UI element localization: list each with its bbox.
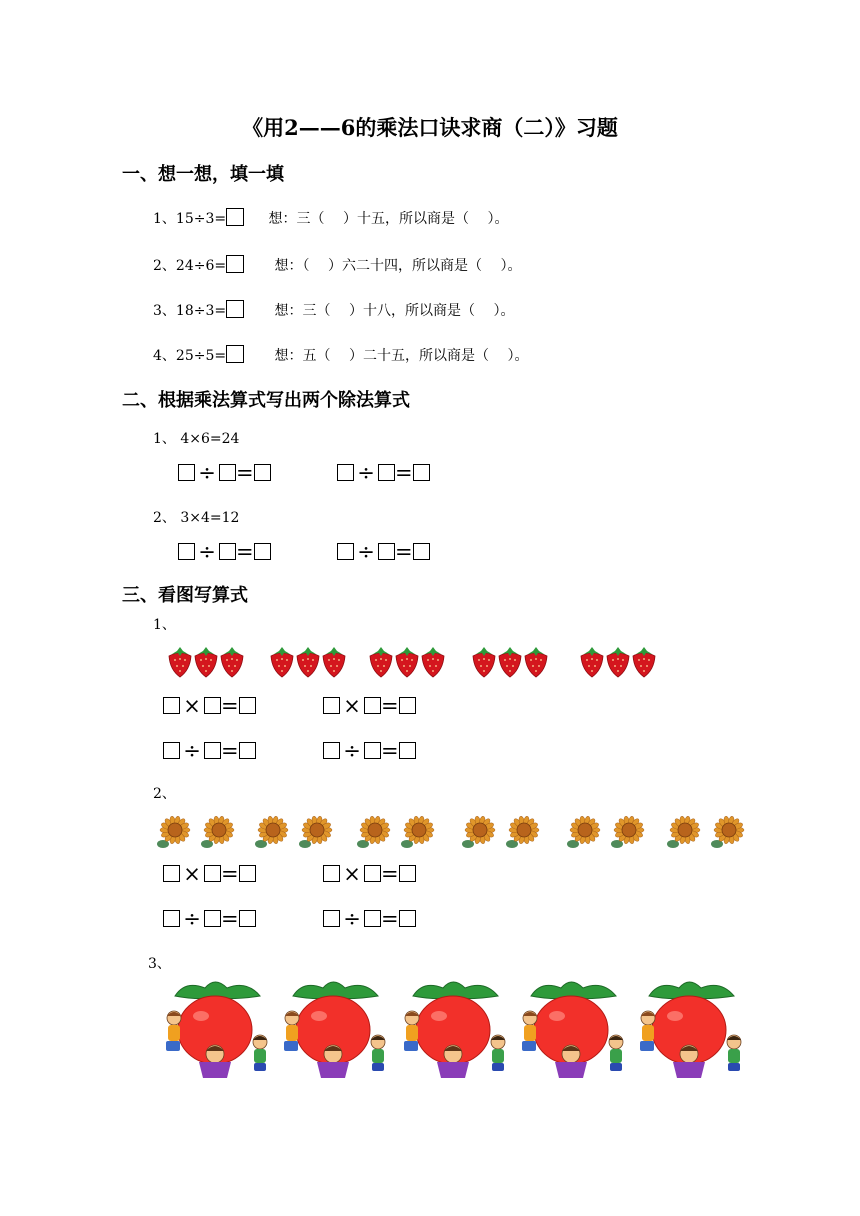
strawberry-icon: [297, 647, 319, 677]
divide-sign: ÷: [357, 540, 375, 564]
item-hint: 想：（ ）六二十四，所以商是（ ）。: [274, 258, 522, 274]
strawberry-icon: [525, 647, 547, 677]
multiplication-equation-row: [163, 862, 256, 886]
answer-box[interactable]: [378, 543, 395, 560]
strawberry-icon: [195, 647, 217, 677]
section1-item-3: [153, 300, 514, 320]
answer-box[interactable]: [239, 910, 256, 927]
equals-sign: =: [221, 694, 239, 718]
answer-box[interactable]: [178, 464, 195, 481]
item-expression: 4、25÷5=: [153, 348, 227, 364]
division-equation-row: [337, 461, 430, 485]
strawberry-icon: [422, 647, 444, 677]
equals-sign: =: [381, 739, 399, 763]
answer-box[interactable]: [337, 464, 354, 481]
section1-item-1: [153, 208, 508, 228]
answer-box[interactable]: [413, 543, 430, 560]
equals-sign: =: [236, 540, 254, 564]
divide-sign: ÷: [343, 739, 361, 763]
section1-item-4: [153, 345, 528, 365]
strawberry-icon: [473, 647, 495, 677]
answer-box[interactable]: [364, 910, 381, 927]
section3-item-2-label: 2、: [153, 786, 176, 802]
equals-sign: =: [221, 907, 239, 931]
answer-box[interactable]: [337, 543, 354, 560]
radish-with-children-icon: [404, 982, 505, 1078]
strawberry-icon: [221, 647, 243, 677]
strawberry-icon: [499, 647, 521, 677]
equals-sign: =: [395, 540, 413, 564]
divide-sign: ÷: [198, 540, 216, 564]
strawberry-groups: [0, 640, 860, 680]
item-expression: 1、15÷3=: [153, 211, 227, 227]
equals-sign: =: [221, 739, 239, 763]
equals-sign: =: [381, 694, 399, 718]
strawberry-icon: [607, 647, 629, 677]
answer-box[interactable]: [254, 464, 271, 481]
answer-box[interactable]: [239, 742, 256, 759]
sunflower-icon: [157, 816, 190, 848]
multiplication-equation-row: [163, 694, 256, 718]
equals-sign: =: [395, 461, 413, 485]
strawberry-icon: [633, 647, 655, 677]
radish-picture: [0, 978, 860, 1088]
strawberry-icon: [323, 647, 345, 677]
item-expression: 3、18÷3=: [153, 303, 227, 319]
division-equation-row: [337, 540, 430, 564]
item-hint: 想：三（ ）十八，所以商是（ ）。: [274, 303, 515, 319]
item-hint: 想：三（ ）十五，所以商是（ ）。: [268, 211, 509, 227]
division-equation-row: [178, 461, 271, 485]
multiplication-equation-row: [323, 694, 416, 718]
answer-box[interactable]: [364, 697, 381, 714]
section3-heading: 三、看图写算式: [122, 585, 248, 606]
section2-item-2-label: 2、 3×4=12: [153, 510, 240, 526]
page-title: 《用2——6的乘法口诀求商（二）》习题: [242, 115, 618, 140]
answer-box[interactable]: [219, 464, 236, 481]
item-hint: 想：五（ ）二十五，所以商是（ ）。: [274, 348, 529, 364]
answer-box[interactable]: [413, 464, 430, 481]
answer-box[interactable]: [323, 865, 340, 882]
answer-box[interactable]: [204, 742, 221, 759]
answer-box[interactable]: [204, 697, 221, 714]
division-equation-row: [323, 907, 416, 931]
divide-sign: ÷: [198, 461, 216, 485]
sunflower-icon: [611, 816, 644, 848]
radish-with-children-icon: [640, 982, 741, 1078]
divide-sign: ÷: [343, 907, 361, 931]
answer-box[interactable]: [163, 910, 180, 927]
answer-box[interactable]: [178, 543, 195, 560]
answer-box[interactable]: [378, 464, 395, 481]
sunflower-icon: [357, 816, 390, 848]
section3-item-1-label: 1、: [153, 617, 176, 633]
division-equation-row: [163, 739, 256, 763]
equals-sign: =: [381, 862, 399, 886]
answer-box[interactable]: [399, 697, 416, 714]
strawberry-icon: [581, 647, 603, 677]
times-sign: ×: [183, 694, 201, 718]
answer-box[interactable]: [204, 910, 221, 927]
answer-box[interactable]: [399, 910, 416, 927]
sunflower-icon: [462, 816, 495, 848]
answer-box[interactable]: [239, 697, 256, 714]
sunflower-icon: [401, 816, 434, 848]
strawberry-icon: [396, 647, 418, 677]
strawberry-picture: [0, 640, 860, 680]
answer-box[interactable]: [226, 255, 244, 273]
answer-box[interactable]: [204, 865, 221, 882]
sunflower-icon: [255, 816, 288, 848]
sunflower-icon: [567, 816, 600, 848]
sunflower-groups: [0, 812, 860, 852]
radish-with-children-icon: [166, 982, 267, 1078]
strawberry-icon: [370, 647, 392, 677]
division-equation-row: [163, 907, 256, 931]
strawberry-icon: [271, 647, 293, 677]
divide-sign: ÷: [357, 461, 375, 485]
sunflower-picture: [0, 812, 860, 852]
answer-box[interactable]: [226, 300, 244, 318]
answer-box[interactable]: [399, 742, 416, 759]
equals-sign: =: [381, 907, 399, 931]
answer-box[interactable]: [364, 865, 381, 882]
answer-box[interactable]: [226, 208, 244, 226]
answer-box[interactable]: [163, 697, 180, 714]
answer-box[interactable]: [364, 742, 381, 759]
section1-heading: 一、想一想，填一填: [122, 164, 284, 185]
answer-box[interactable]: [323, 742, 340, 759]
equals-sign: =: [221, 862, 239, 886]
answer-box[interactable]: [323, 910, 340, 927]
sunflower-icon: [299, 816, 332, 848]
radish-with-children-icon: [522, 982, 623, 1078]
sunflower-icon: [711, 816, 744, 848]
section2-item-1-label: 1、 4×6=24: [153, 431, 240, 447]
section3-item-3-label: 3、: [148, 956, 171, 972]
sunflower-icon: [201, 816, 234, 848]
times-sign: ×: [183, 862, 201, 886]
strawberry-icon: [169, 647, 191, 677]
answer-box[interactable]: [163, 865, 180, 882]
item-expression: 2、24÷6=: [153, 258, 227, 274]
division-equation-row: [178, 540, 271, 564]
division-equation-row: [323, 739, 416, 763]
answer-box[interactable]: [399, 865, 416, 882]
multiplication-equation-row: [323, 862, 416, 886]
answer-box[interactable]: [219, 543, 236, 560]
divide-sign: ÷: [183, 739, 201, 763]
sunflower-icon: [667, 816, 700, 848]
answer-box[interactable]: [163, 742, 180, 759]
radish-groups: [0, 978, 860, 1088]
answer-box[interactable]: [239, 865, 256, 882]
radish-with-children-icon: [284, 982, 385, 1078]
answer-box[interactable]: [254, 543, 271, 560]
answer-box[interactable]: [226, 345, 244, 363]
sunflower-icon: [506, 816, 539, 848]
times-sign: ×: [343, 694, 361, 718]
answer-box[interactable]: [323, 697, 340, 714]
divide-sign: ÷: [183, 907, 201, 931]
section2-heading: 二、根据乘法算式写出两个除法算式: [122, 390, 410, 411]
section1-item-2: [153, 255, 521, 275]
equals-sign: =: [236, 461, 254, 485]
times-sign: ×: [343, 862, 361, 886]
